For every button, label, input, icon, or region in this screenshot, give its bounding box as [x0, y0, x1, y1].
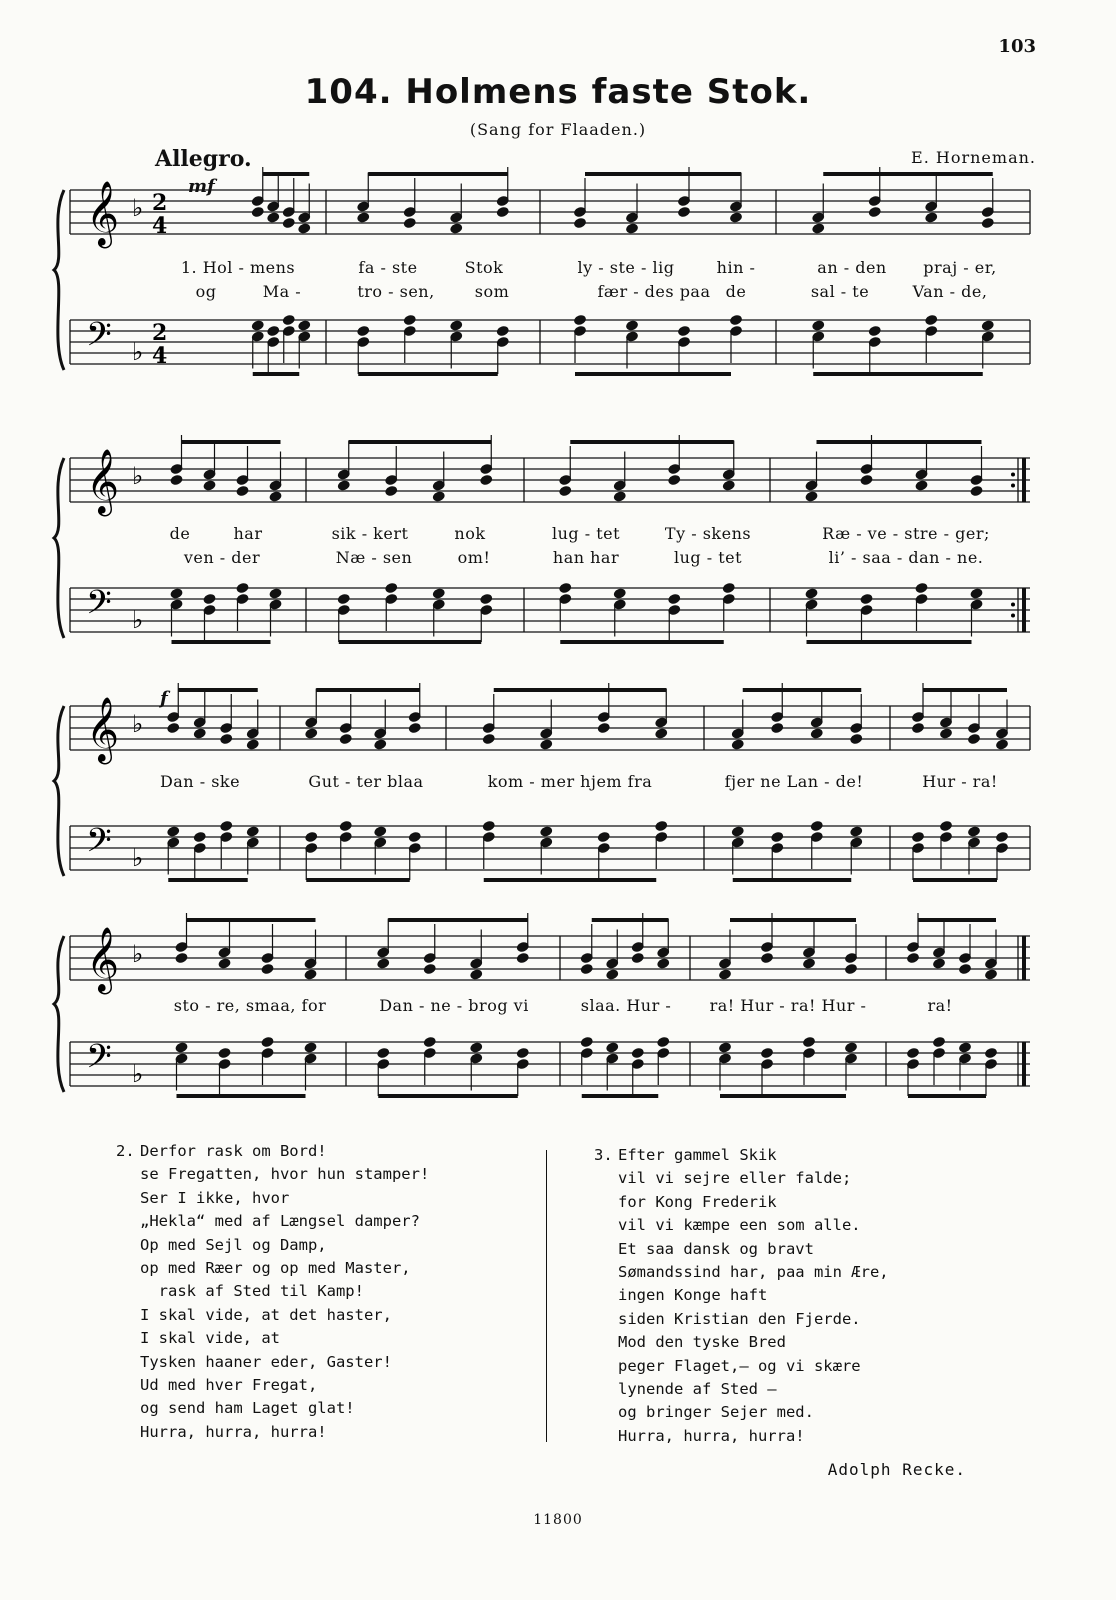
notehead	[718, 968, 732, 981]
brace	[54, 706, 64, 876]
verse-line: vil vi sejre eller falde;	[618, 1169, 852, 1188]
notehead	[539, 825, 553, 838]
final-barline	[1022, 588, 1026, 632]
notehead	[625, 222, 639, 235]
notehead	[914, 479, 928, 492]
notehead	[984, 968, 998, 981]
notehead	[449, 222, 463, 235]
verse-line: for Kong Frederik	[618, 1192, 777, 1211]
notehead	[849, 733, 863, 746]
notehead	[479, 474, 493, 487]
notehead	[217, 1047, 231, 1060]
notehead	[811, 222, 825, 235]
notehead	[432, 490, 446, 503]
lyric-syllable: Ty - skens	[664, 524, 752, 543]
notehead	[770, 831, 784, 844]
treble-clef-icon: 𝄞	[86, 697, 120, 762]
verse-line: se Fregatten, hvor hun stamper!	[140, 1165, 430, 1184]
notehead	[939, 820, 953, 833]
repeat-dot	[1011, 473, 1015, 477]
lyric-syllable: sik - kert	[331, 524, 409, 543]
lyric-syllable: 1. Hol - mens	[180, 258, 296, 277]
final-barline	[1022, 1042, 1026, 1086]
notehead	[496, 206, 510, 219]
brace	[54, 190, 64, 370]
verse-line: I skal vide, at	[140, 1329, 280, 1348]
notehead	[718, 1041, 732, 1054]
music-system-3	[70, 686, 1030, 896]
notehead	[605, 1041, 619, 1054]
notehead	[984, 1047, 998, 1060]
notehead	[613, 587, 627, 600]
flat-icon: ♭	[132, 844, 144, 872]
notehead	[906, 1047, 920, 1060]
notehead	[969, 485, 983, 498]
treble-clef-icon: 𝄞	[86, 181, 120, 246]
notehead	[384, 582, 398, 595]
lyric-syllable: har	[233, 524, 263, 543]
verse-line: Ser I ikke, hvor	[140, 1188, 290, 1207]
lyric-syllable: Dan - ne - brog vi	[379, 996, 529, 1015]
lyric-syllable: han har	[552, 548, 620, 567]
notehead	[573, 217, 587, 230]
verse-line: og bringer Sejer med.	[618, 1403, 814, 1422]
notehead	[995, 831, 1009, 844]
lyric-syllable: Gut - ter blaa	[308, 772, 424, 791]
verse-line: vil vi kæmpe een som alle.	[618, 1216, 861, 1235]
notehead	[356, 325, 370, 338]
brace	[54, 936, 64, 1092]
bass-clef-icon: 𝄢	[86, 1038, 112, 1084]
staff-graphic-1	[70, 170, 1030, 390]
repeat-dot	[1011, 603, 1015, 607]
flat-icon: ♭	[132, 194, 144, 222]
notehead	[339, 733, 353, 746]
notehead	[722, 479, 736, 492]
lyric-syllable: ven - der	[183, 548, 261, 567]
notehead	[810, 727, 824, 740]
notehead	[297, 319, 311, 332]
song-title: 104. Holmens faste Stok.	[304, 72, 812, 112]
notehead	[558, 582, 572, 595]
song-subtitle: (Sang for Flaaden.)	[469, 120, 647, 139]
notehead	[339, 820, 353, 833]
notehead	[251, 319, 265, 332]
notehead	[859, 593, 873, 606]
notehead	[558, 485, 572, 498]
notehead	[403, 314, 417, 327]
bass-clef-icon: 𝄢	[86, 316, 112, 362]
notehead	[958, 963, 972, 976]
flat-icon: ♭	[132, 606, 144, 634]
lyric-syllable: de	[169, 524, 191, 543]
flat-icon: ♭	[132, 462, 144, 490]
flat-icon: ♭	[132, 710, 144, 738]
flat-icon: ♭	[132, 940, 144, 968]
lyric-line	[70, 996, 1030, 1018]
brace	[54, 458, 64, 638]
notehead	[266, 325, 280, 338]
notehead	[631, 952, 645, 965]
notehead	[810, 820, 824, 833]
notehead	[337, 593, 351, 606]
notehead	[166, 825, 180, 838]
verse-number: 2.	[116, 1142, 135, 1160]
verse-line: Et saa dansk og bravt	[618, 1239, 814, 1258]
notehead	[580, 1036, 594, 1049]
notehead	[169, 474, 183, 487]
lyric-syllable: tro - sen,	[357, 282, 435, 301]
notehead	[373, 738, 387, 751]
notehead	[625, 319, 639, 332]
notehead	[469, 1041, 483, 1054]
notehead	[654, 820, 668, 833]
notehead	[613, 490, 627, 503]
lyric-syllable: ly - ste - lig	[577, 258, 675, 277]
verse-line: ingen Konge haft	[618, 1286, 768, 1305]
lyric-syllable: som	[474, 282, 510, 301]
notehead	[282, 314, 296, 327]
verse-line: Tysken haaner eder, Gaster!	[140, 1352, 392, 1371]
verse-line: peger Flaget,— og vi skære	[618, 1356, 861, 1375]
notehead	[573, 314, 587, 327]
lyricist-credit: Adolph Recke.	[827, 1460, 966, 1479]
lyric-syllable: an - den	[817, 258, 887, 277]
notehead	[479, 593, 493, 606]
time-sig-numerator: 2	[152, 320, 168, 346]
verse-line: op med Ræer og op med Master,	[140, 1259, 411, 1278]
notehead	[906, 952, 920, 965]
notehead	[731, 738, 745, 751]
verse-3	[594, 1144, 889, 1448]
notehead	[656, 1036, 670, 1049]
notehead	[924, 211, 938, 224]
notehead	[859, 474, 873, 487]
notehead	[246, 825, 260, 838]
lyric-syllable: Næ - sen	[335, 548, 413, 567]
notehead	[731, 825, 745, 838]
lyric-syllable: sto - re, smaa, for	[173, 996, 327, 1015]
notehead	[654, 727, 668, 740]
lyric-syllable: Stok	[464, 258, 504, 277]
notehead	[939, 727, 953, 740]
dynamic-mf: mf	[188, 176, 215, 197]
treble-clef-icon: 𝄞	[86, 449, 120, 514]
notehead	[760, 952, 774, 965]
notehead	[403, 217, 417, 230]
lyric-syllable: li’ - saa - dan - ne.	[828, 548, 984, 567]
verse-line: Mod den tyske Bred	[618, 1333, 786, 1352]
notehead	[423, 963, 437, 976]
notehead	[408, 831, 422, 844]
notehead	[967, 733, 981, 746]
verse-line: rask af Sted til Kamp!	[140, 1282, 364, 1301]
notehead	[516, 952, 530, 965]
notehead	[235, 582, 249, 595]
lyric-syllable: Van - de,	[912, 282, 988, 301]
page-number: 103	[998, 36, 1036, 57]
notehead	[373, 825, 387, 838]
verse-line: Sømandssind har, paa min Ære,	[618, 1263, 889, 1282]
bass-clef-icon: 𝄢	[86, 584, 112, 630]
notehead	[802, 957, 816, 970]
notehead	[914, 582, 928, 595]
notehead	[804, 490, 818, 503]
notehead	[260, 963, 274, 976]
notehead	[605, 968, 619, 981]
notehead	[722, 582, 736, 595]
notehead	[802, 1036, 816, 1049]
notehead	[217, 957, 231, 970]
notehead	[303, 1041, 317, 1054]
verse-line: Hurra, hurra, hurra!	[140, 1422, 327, 1441]
lyric-syllable: og	[195, 282, 217, 301]
notehead	[482, 733, 496, 746]
notehead	[174, 952, 188, 965]
lyric-syllable: lug - tet	[551, 524, 621, 543]
notehead	[656, 957, 670, 970]
notehead	[356, 211, 370, 224]
notehead	[482, 820, 496, 833]
dynamic-f: f	[160, 688, 168, 709]
verse-line: I skal vide, at det haster,	[140, 1305, 392, 1324]
lyric-syllable: Dan - ske	[159, 772, 241, 791]
notehead	[677, 325, 691, 338]
repeat-dot	[1011, 484, 1015, 488]
verse-line: Efter gammel Skik	[618, 1146, 777, 1164]
notehead	[804, 587, 818, 600]
lyric-line	[70, 524, 1030, 546]
lyric-line	[70, 282, 1030, 304]
notehead	[251, 206, 265, 219]
notehead	[384, 485, 398, 498]
notehead	[303, 968, 317, 981]
notehead	[868, 206, 882, 219]
notehead	[268, 587, 282, 600]
verse-line: „Hekla“ med af Længsel damper?	[140, 1212, 420, 1231]
notehead	[981, 217, 995, 230]
notehead	[297, 222, 311, 235]
lyric-syllable: Ræ - ve - stre - ger;	[822, 524, 990, 543]
lyric-syllable: Ma -	[262, 282, 302, 301]
notehead	[539, 738, 553, 751]
notehead	[235, 485, 249, 498]
notehead	[597, 831, 611, 844]
flat-icon: ♭	[132, 338, 144, 366]
notehead	[924, 314, 938, 327]
notehead	[981, 319, 995, 332]
final-barline	[1022, 458, 1026, 502]
lyric-line	[70, 548, 1030, 570]
lyric-line	[70, 772, 1030, 794]
notehead	[166, 722, 180, 735]
notehead	[580, 963, 594, 976]
lyric-syllable: nok	[454, 524, 486, 543]
notehead	[597, 722, 611, 735]
notehead	[496, 325, 510, 338]
notehead	[770, 722, 784, 735]
repeat-dot	[1011, 614, 1015, 618]
lyric-syllable: kom - mer hjem fra	[487, 772, 653, 791]
lyric-syllable: om!	[457, 548, 491, 567]
notehead	[408, 722, 422, 735]
notehead	[268, 490, 282, 503]
notehead	[449, 319, 463, 332]
notehead	[911, 831, 925, 844]
verse-line: Hurra, hurra, hurra!	[618, 1426, 805, 1445]
notehead	[202, 593, 216, 606]
notehead	[282, 217, 296, 230]
verse-2	[116, 1140, 430, 1444]
music-system-2	[70, 438, 1030, 658]
lyric-syllable: slaa. Hur -	[580, 996, 672, 1015]
notehead	[169, 587, 183, 600]
notehead	[376, 957, 390, 970]
notehead	[193, 831, 207, 844]
verse-line: Derfor rask om Bord!	[140, 1142, 327, 1160]
notehead	[202, 479, 216, 492]
tempo-marking: Allegro.	[155, 146, 252, 172]
notehead	[469, 968, 483, 981]
notehead	[932, 1036, 946, 1049]
notehead	[667, 474, 681, 487]
final-barline	[1022, 936, 1026, 980]
notehead	[844, 963, 858, 976]
notehead	[219, 733, 233, 746]
notehead	[729, 314, 743, 327]
lyric-syllable: Hur - ra!	[922, 772, 998, 791]
verse-line: Ud med hver Fregat,	[140, 1376, 318, 1395]
lyric-syllable: fjer ne Lan - de!	[724, 772, 864, 791]
verse-line: siden Kristian den Fjerde.	[618, 1309, 861, 1328]
time-sig-numerator: 2	[152, 190, 168, 216]
lyric-syllable: praj - er,	[923, 258, 997, 277]
lyric-syllable: lug - tet	[673, 548, 743, 567]
notehead	[932, 957, 946, 970]
notehead	[246, 738, 260, 751]
notehead	[811, 319, 825, 332]
lyric-syllable: hin -	[716, 258, 756, 277]
verse-line: lynende af Sted —	[618, 1380, 777, 1399]
notehead	[260, 1036, 274, 1049]
notehead	[911, 722, 925, 735]
composer-credit: E. Horneman.	[911, 148, 1036, 167]
verse-number: 3.	[594, 1146, 613, 1164]
verse-divider	[546, 1150, 547, 1442]
bass-clef-icon: 𝄢	[86, 822, 112, 868]
notehead	[667, 593, 681, 606]
notehead	[958, 1041, 972, 1054]
verse-line: Op med Sejl og Damp,	[140, 1235, 327, 1254]
notehead	[760, 1047, 774, 1060]
time-sig-denominator: 4	[152, 343, 168, 369]
lyric-syllable: ra! Hur - ra! Hur -	[709, 996, 867, 1015]
notehead	[967, 825, 981, 838]
notehead	[174, 1041, 188, 1054]
verse-line: og send ham Laget glat!	[140, 1399, 355, 1418]
notehead	[729, 211, 743, 224]
lyric-syllable: fær - des paa	[597, 282, 711, 301]
notehead	[844, 1041, 858, 1054]
notehead	[969, 587, 983, 600]
lyric-line	[70, 258, 1030, 280]
notehead	[432, 587, 446, 600]
notehead	[423, 1036, 437, 1049]
music-system-4	[70, 916, 1030, 1106]
notehead	[516, 1047, 530, 1060]
notehead	[995, 738, 1009, 751]
notehead	[304, 831, 318, 844]
plate-number: 11800	[533, 1512, 583, 1528]
lyric-syllable: de	[725, 282, 747, 301]
notehead	[868, 325, 882, 338]
notehead	[219, 820, 233, 833]
notehead	[631, 1047, 645, 1060]
notehead	[337, 479, 351, 492]
music-system-1	[70, 170, 1030, 390]
lyric-syllable: fa - ste	[358, 258, 418, 277]
notehead	[193, 727, 207, 740]
notehead	[376, 1047, 390, 1060]
notehead	[849, 825, 863, 838]
notehead	[304, 727, 318, 740]
flat-icon: ♭	[132, 1060, 144, 1088]
lyric-syllable: sal - te	[810, 282, 870, 301]
lyric-syllable: ra!	[927, 996, 953, 1015]
treble-clef-icon: 𝄞	[86, 927, 120, 992]
notehead	[677, 206, 691, 219]
notehead	[266, 211, 280, 224]
time-sig-denominator: 4	[152, 213, 168, 239]
